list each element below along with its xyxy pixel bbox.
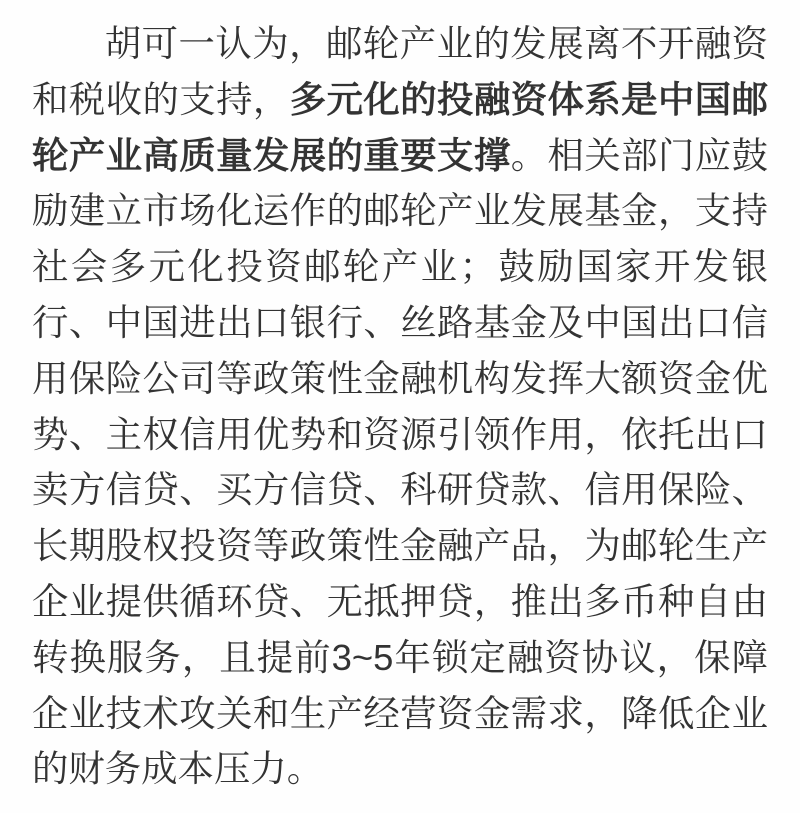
text-line bbox=[32, 686, 768, 742]
text-line bbox=[32, 128, 768, 184]
text-line bbox=[32, 741, 768, 797]
text-line bbox=[32, 518, 768, 574]
body-text: 励建立市场化运作的邮轮产业发展基金，支持 bbox=[32, 190, 768, 232]
emphasis-text: 轮产业高质量发展的重要支撑 bbox=[32, 134, 511, 176]
body-text: 势、主权信用优势和资源引领作用，依托出口 bbox=[32, 413, 768, 455]
body-text: 。相关部门应鼓 bbox=[510, 134, 769, 176]
body-text: 用保险公司等政策性金融机构发挥大额资金优 bbox=[32, 357, 768, 399]
text-line bbox=[32, 630, 768, 686]
body-text: 社会多元化投资邮轮产业；鼓励国家开发银 bbox=[32, 246, 768, 288]
text-line bbox=[32, 295, 768, 351]
body-text: 胡可一认为，邮轮产业的发展离不开融资 bbox=[104, 23, 768, 64]
body-text: 行、中国进出口银行、丝路基金及中国出口信 bbox=[32, 301, 768, 343]
body-text: 企业技术攻关和生产经营资金需求，降低企业 bbox=[32, 692, 768, 734]
text-line bbox=[32, 239, 768, 295]
body-text: 转换服务，且提前3~5年锁定融资协议，保障 bbox=[32, 636, 768, 678]
body-text: 长期股权投资等政策性金融产品，为邮轮生产 bbox=[32, 525, 768, 567]
body-text: 和税收的支持， bbox=[32, 78, 290, 120]
body-text: 卖方信贷、买方信贷、科研贷款、信用保险、 bbox=[32, 469, 768, 511]
text-line bbox=[32, 407, 768, 463]
text-line bbox=[32, 574, 768, 630]
text-line bbox=[32, 183, 768, 239]
text-line bbox=[32, 462, 768, 518]
text-line bbox=[32, 72, 768, 128]
emphasis-text: 多元化的投融资体系是中国邮 bbox=[289, 78, 769, 120]
text-line bbox=[32, 351, 768, 407]
paragraph bbox=[32, 16, 768, 797]
text-line bbox=[32, 16, 768, 72]
body-text: 企业提供循环贷、无抵押贷，推出多币种自由 bbox=[32, 580, 768, 622]
body-text: 的财务成本压力。 bbox=[32, 748, 324, 790]
